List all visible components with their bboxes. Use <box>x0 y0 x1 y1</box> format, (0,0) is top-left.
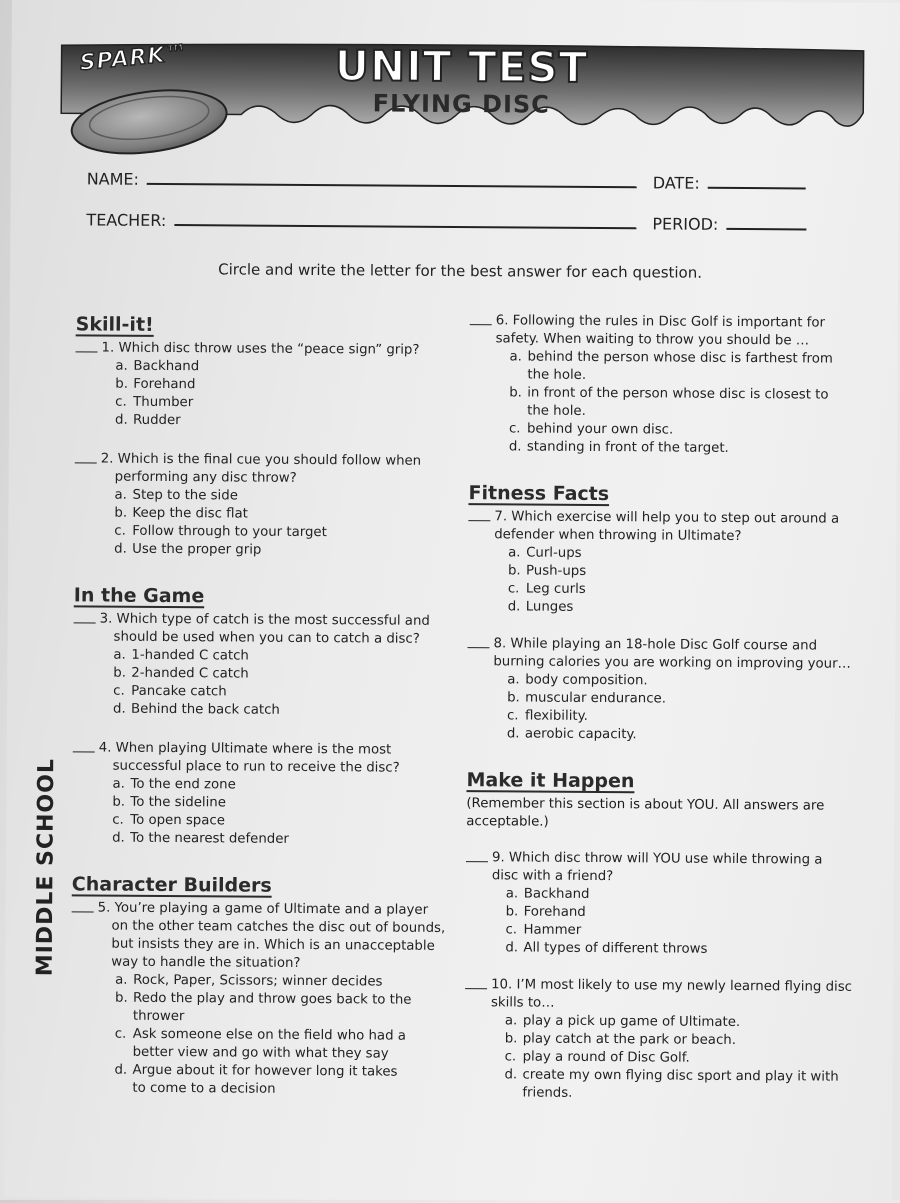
option-b[interactable]: b. Push-ups <box>507 563 587 579</box>
question-stem-cont: on the other team catches the disc out of bounds, <box>111 918 446 936</box>
page-subtitle: FLYING DISC <box>372 89 550 119</box>
option-d[interactable]: d. Behind the back catch <box>112 701 280 718</box>
option-b[interactable]: b. 2-handed C catch <box>113 665 249 682</box>
question-stem: 1. Which disc throw uses the “peace sign” grip? <box>101 340 420 358</box>
question-stem-cont: defender when throwing in Ultimate? <box>494 527 742 545</box>
option-d[interactable]: d. Argue about it for however long it takes to come to a decision <box>114 1062 398 1097</box>
name-label: NAME: <box>86 169 140 189</box>
option-c[interactable]: c. Ask someone else on the field who had a better view and go with what they say <box>114 1026 406 1062</box>
question-stem-cont: disc with a friend? <box>491 868 614 885</box>
option-b[interactable]: b. To the sideline <box>112 794 226 811</box>
page-title: UNIT TEST <box>334 41 589 92</box>
question-stem: 4. When playing Ultimate where is the most <box>98 740 392 758</box>
answer-blank[interactable] <box>75 462 97 463</box>
question-1 <box>75 339 456 432</box>
side-label <box>25 737 67 997</box>
name-field[interactable] <box>87 169 637 192</box>
question-stem: 10. I’M most likely to use my newly learned flying disc <box>491 977 853 995</box>
question-stem: 6. Following the rules in Disc Golf is important for <box>495 313 826 331</box>
date-label: DATE: <box>652 173 700 193</box>
question-4 <box>72 739 453 850</box>
question-6 <box>469 312 870 459</box>
question-stem-cont: burning calories you are working on improving your… <box>493 654 851 672</box>
question-stem: 7. Which exercise will help you to step out around a <box>494 509 840 527</box>
question-stem: 5. You’re playing a game of Ultimate and a player <box>97 900 429 918</box>
question-stem: 8. While playing an 18-hole Disc Golf course and <box>493 636 818 654</box>
teacher-field[interactable] <box>86 210 636 233</box>
teacher-line[interactable] <box>174 224 636 229</box>
option-c[interactable]: c. Thumber <box>115 394 194 411</box>
question-3 <box>73 610 454 721</box>
spark-logo: SPARK™ <box>78 40 190 77</box>
option-d[interactable]: d. Lunges <box>507 599 574 615</box>
option-a[interactable]: a. Rock, Paper, Scissors; winner decides <box>115 972 383 990</box>
option-a[interactable]: a. Backhand <box>115 358 200 375</box>
side-label-text: MIDDLE SCHOOL <box>32 758 60 977</box>
section-title-game: In the Game <box>73 584 205 608</box>
question-7 <box>468 508 869 619</box>
answer-blank[interactable] <box>465 988 487 989</box>
period-field[interactable] <box>652 214 806 234</box>
answer-blank[interactable] <box>468 520 490 521</box>
answer-blank[interactable] <box>74 622 96 623</box>
option-c[interactable]: c. Leg curls <box>507 581 586 597</box>
option-c[interactable]: c. Follow through to your target <box>114 523 327 541</box>
question-stem-cont: skills to… <box>490 995 555 1011</box>
question-stem-cont: should be used when you can to catch a disc? <box>113 629 420 647</box>
worksheet-page <box>4 0 900 1203</box>
option-b[interactable]: b. Redo the play and throw goes back to the thrower <box>114 990 412 1025</box>
option-a[interactable]: a. body composition. <box>507 672 648 689</box>
date-field[interactable] <box>653 173 806 193</box>
option-d[interactable]: d. Use the proper grip <box>114 541 262 558</box>
option-d[interactable]: d. Rudder <box>115 412 181 429</box>
question-2 <box>74 450 455 561</box>
section-title-happen: Make it Happen <box>466 769 635 793</box>
question-5 <box>70 899 451 1100</box>
right-column <box>464 312 870 1105</box>
answer-blank[interactable] <box>76 351 98 352</box>
option-a[interactable]: a. play a pick up game of Ultimate. <box>504 1013 741 1031</box>
answer-blank[interactable] <box>73 751 95 752</box>
option-d[interactable]: d. To the nearest defender <box>112 830 289 847</box>
question-stem: 2. Which is the final cue you should follow when <box>100 451 422 469</box>
question-9 <box>465 849 866 960</box>
period-line[interactable] <box>726 228 806 231</box>
option-a[interactable]: a. To the end zone <box>112 776 236 793</box>
question-10 <box>464 976 865 1105</box>
option-b[interactable]: b. Forehand <box>115 376 196 393</box>
header-banner <box>51 37 872 161</box>
option-b[interactable]: b. muscular endurance. <box>507 690 667 707</box>
option-a[interactable]: a. Curl-ups <box>508 545 582 561</box>
answer-blank[interactable] <box>466 861 488 862</box>
instructions: Circle and write the letter for the best answer for each question. <box>218 260 703 282</box>
name-line[interactable] <box>147 183 637 188</box>
option-c[interactable]: c. play a round of Disc Golf. <box>504 1049 690 1066</box>
question-8 <box>467 635 868 746</box>
question-stem: 3. Which type of catch is the most successful and <box>99 611 430 629</box>
option-d[interactable]: d. All types of different throws <box>505 940 708 957</box>
section-note: (Remember this section is about YOU. All answers are acceptable.) <box>466 796 825 830</box>
option-c[interactable]: c. flexibility. <box>506 708 588 724</box>
option-b[interactable]: b. play catch at the park or beach. <box>504 1031 736 1048</box>
teacher-label: TEACHER: <box>86 210 167 230</box>
question-stem-cont: but insists they are in. Which is an unacceptable <box>111 936 435 954</box>
option-a[interactable]: a. behind the person whose disc is farthest from the hole. <box>509 349 833 383</box>
answer-blank[interactable] <box>467 647 489 648</box>
option-c[interactable]: c. Pancake catch <box>113 683 227 700</box>
section-title-skill: Skill-it! <box>75 313 154 336</box>
date-line[interactable] <box>708 187 806 190</box>
option-d[interactable]: d. create my own flying disc sport and play it with friends. <box>504 1067 839 1101</box>
option-b[interactable]: b. Forehand <box>505 904 586 920</box>
question-stem: 9. Which disc throw will YOU use while throwing a <box>491 850 823 868</box>
question-stem-cont: performing any disc throw? <box>114 469 297 486</box>
question-stem-cont: way to handle the situation? <box>111 954 301 971</box>
option-a[interactable]: a. 1-handed C catch <box>113 647 249 664</box>
question-stem-cont: successful place to run to receive the disc? <box>112 758 400 776</box>
option-c[interactable]: c. Hammer <box>505 922 582 938</box>
option-b[interactable]: b. in front of the person whose disc is closest to the hole. <box>509 385 829 419</box>
option-a[interactable]: a. Backhand <box>505 886 590 902</box>
option-a[interactable]: a. Step to the side <box>114 487 238 504</box>
period-label: PERIOD: <box>652 214 719 234</box>
option-c[interactable]: c. To open space <box>112 812 225 829</box>
answer-blank[interactable] <box>470 324 492 325</box>
answer-blank[interactable] <box>72 911 94 912</box>
section-title-character: Character Builders <box>71 873 272 897</box>
option-b[interactable]: b. Keep the disc flat <box>114 505 248 522</box>
option-d[interactable]: d. standing in front of the target. <box>508 439 729 456</box>
left-column <box>70 313 455 1100</box>
option-c[interactable]: c. behind your own disc. <box>508 421 674 438</box>
question-stem-cont: safety. When waiting to throw you should be … <box>495 331 810 349</box>
option-d[interactable]: d. aerobic capacity. <box>506 726 637 743</box>
section-title-fitness: Fitness Facts <box>468 482 610 506</box>
